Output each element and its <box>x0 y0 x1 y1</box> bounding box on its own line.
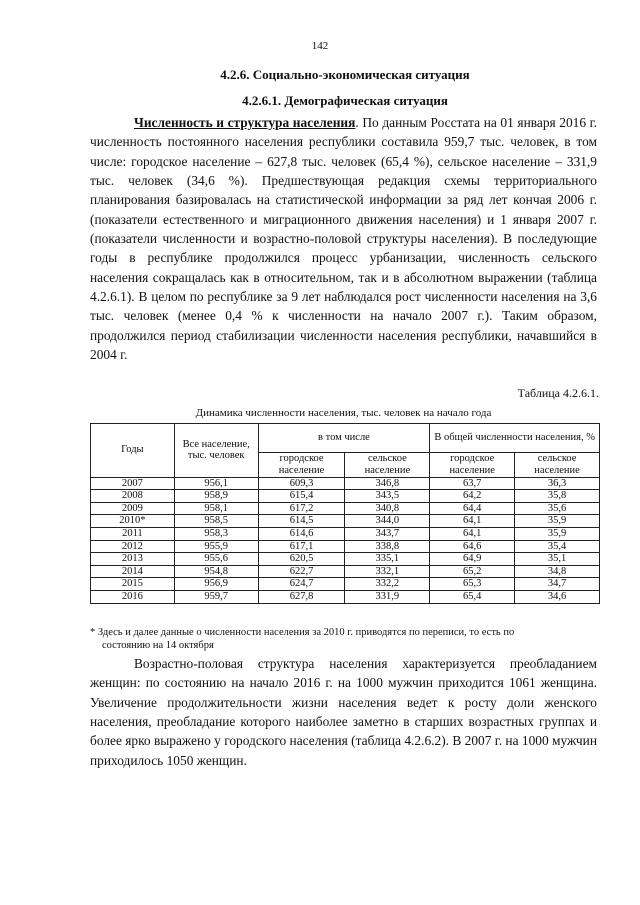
table-cell: 34,8 <box>515 565 600 578</box>
paragraph-text: . По данным Росстата на 01 января 2016 г. численность постоянного населения республики составила 959,7 тыс. человек, в том числе: городское население – 627,8 тыс. человек (65,4 %), сельское население – 331,9 тыс. человек (34,6 %). Предшествующая редакция схемы территориального планирования базировалась на статистической информации за ряд лет кончая 2006 г. (показатели естественного и миграционного движения населения) и 1 января 2007 г. (показатели численности и возрастно-половой структуры населения). В последующие годы в республике продолжился процесс урбанизации, численность сельского населения сокращалась как в относительном, так и в абсолютном выражении (таблица 4.2.6.1). В целом по республике за 9 лет наблюдался рост численности населения на 3,6 тыс. человек (менее 0,4 % к численности на начало 2007 г.). Таким образом, продолжился период стабилизации численности населения республики, начавшийся в 2004 г. <box>90 115 597 363</box>
table-cell: 64,9 <box>430 553 515 566</box>
table-cell: 65,4 <box>430 590 515 603</box>
table-cell: 958,1 <box>174 502 258 515</box>
table-cell: 332,1 <box>345 565 430 578</box>
table-cell: 955,9 <box>174 540 258 553</box>
table-cell: 340,8 <box>345 502 430 515</box>
table-cell: 346,8 <box>345 477 430 490</box>
table-row <box>91 515 600 528</box>
table-row <box>91 527 600 540</box>
table-cell: 958,9 <box>174 490 258 503</box>
table-cell: 614,5 <box>258 515 345 528</box>
table-cell: 64,1 <box>430 515 515 528</box>
page-number: 142 <box>311 40 329 52</box>
subsection-heading: 4.2.6.1. Демографическая ситуация <box>242 93 448 108</box>
table-cell: 331,9 <box>345 590 430 603</box>
table-cell: 64,4 <box>430 502 515 515</box>
table-body <box>91 477 600 603</box>
header-urban: городское население <box>258 453 345 478</box>
header-rural-pct: сельское население <box>515 453 600 478</box>
table-cell: 2011 <box>91 527 175 540</box>
table-row <box>91 565 600 578</box>
table-cell: 958,5 <box>174 515 258 528</box>
table-cell: 2015 <box>91 578 175 591</box>
table-cell: 617,2 <box>258 502 345 515</box>
table-cell: 2010* <box>91 515 175 528</box>
table-cell: 343,5 <box>345 490 430 503</box>
table-cell: 35,6 <box>515 502 600 515</box>
table-cell: 627,8 <box>258 590 345 603</box>
table-cell: 36,3 <box>515 477 600 490</box>
table-cell: 622,7 <box>258 565 345 578</box>
footnote-line: * Здесь и далее данные о численности населения за 2010 г. приводятся по переписи, то есть по <box>90 627 515 638</box>
table-cell: 956,9 <box>174 578 258 591</box>
table-cell: 2012 <box>91 540 175 553</box>
header-rural: сельское население <box>345 453 430 478</box>
table-cell: 2016 <box>91 590 175 603</box>
table-row <box>91 502 600 515</box>
table-cell: 344,0 <box>345 515 430 528</box>
table-label: Таблица 4.2.6.1. <box>517 386 599 400</box>
table-cell: 35,8 <box>515 490 600 503</box>
paragraph-population <box>90 113 597 364</box>
table-row <box>91 590 600 603</box>
table-cell: 65,3 <box>430 578 515 591</box>
table-cell: 614,6 <box>258 527 345 540</box>
table-cell: 35,1 <box>515 553 600 566</box>
table-cell: 609,3 <box>258 477 345 490</box>
footnote <box>90 626 600 652</box>
table-cell: 624,7 <box>258 578 345 591</box>
table-cell: 338,8 <box>345 540 430 553</box>
table-cell: 64,2 <box>430 490 515 503</box>
table-cell: 615,4 <box>258 490 345 503</box>
table-cell: 343,7 <box>345 527 430 540</box>
table-cell: 2013 <box>91 553 175 566</box>
header-years: Годы <box>91 424 175 478</box>
table-cell: 34,6 <box>515 590 600 603</box>
header-including: в том числе <box>258 424 430 453</box>
table-cell: 958,3 <box>174 527 258 540</box>
header-total: Все население, тыс. человек <box>174 424 258 478</box>
table-cell: 959,7 <box>174 590 258 603</box>
table-cell: 63,7 <box>430 477 515 490</box>
table-cell: 2008 <box>91 490 175 503</box>
table-row <box>91 477 600 490</box>
table-cell: 35,9 <box>515 527 600 540</box>
table-cell: 2007 <box>91 477 175 490</box>
paragraph-lead-term: Численность и структура населения <box>134 115 356 130</box>
table-cell: 620,5 <box>258 553 345 566</box>
table-cell: 34,7 <box>515 578 600 591</box>
table-row <box>91 578 600 591</box>
section-heading: 4.2.6. Социально-экономическая ситуация <box>220 67 470 82</box>
table-cell: 35,9 <box>515 515 600 528</box>
table-row <box>91 540 600 553</box>
table-cell: 2009 <box>91 502 175 515</box>
footnote-line: состоянию на 14 октября <box>102 640 214 651</box>
table-cell: 332,2 <box>345 578 430 591</box>
table-cell: 955,6 <box>174 553 258 566</box>
table-cell: 956,1 <box>174 477 258 490</box>
paragraph-age-sex: Возрастно-половая структура населения характеризуется преобладанием женщин: по состоянию на начало 2016 г. на 1000 мужчин приходится 1061 женщина. Увеличение продолжительности жизни населения ведет к росту доли женского населения, преобладание которого наиболее заметно в старших возрастных группах и более ярко выражено у городского населения (таблица 4.2.6.2). В 2007 г. на 1000 мужчин приходилось 1050 женщин. <box>90 656 597 768</box>
table-row <box>91 553 600 566</box>
population-table <box>90 423 600 604</box>
table-caption: Динамика численности населения, тыс. человек на начало года <box>195 407 492 419</box>
header-urban-pct: городское население <box>430 453 515 478</box>
table-cell: 335,1 <box>345 553 430 566</box>
table-cell: 64,6 <box>430 540 515 553</box>
header-share: В общей численности населения, % <box>430 424 600 453</box>
table-cell: 65,2 <box>430 565 515 578</box>
table-cell: 954,8 <box>174 565 258 578</box>
table-cell: 2014 <box>91 565 175 578</box>
table-cell: 617,1 <box>258 540 345 553</box>
table-cell: 35,4 <box>515 540 600 553</box>
table-row <box>91 490 600 503</box>
table-cell: 64,1 <box>430 527 515 540</box>
